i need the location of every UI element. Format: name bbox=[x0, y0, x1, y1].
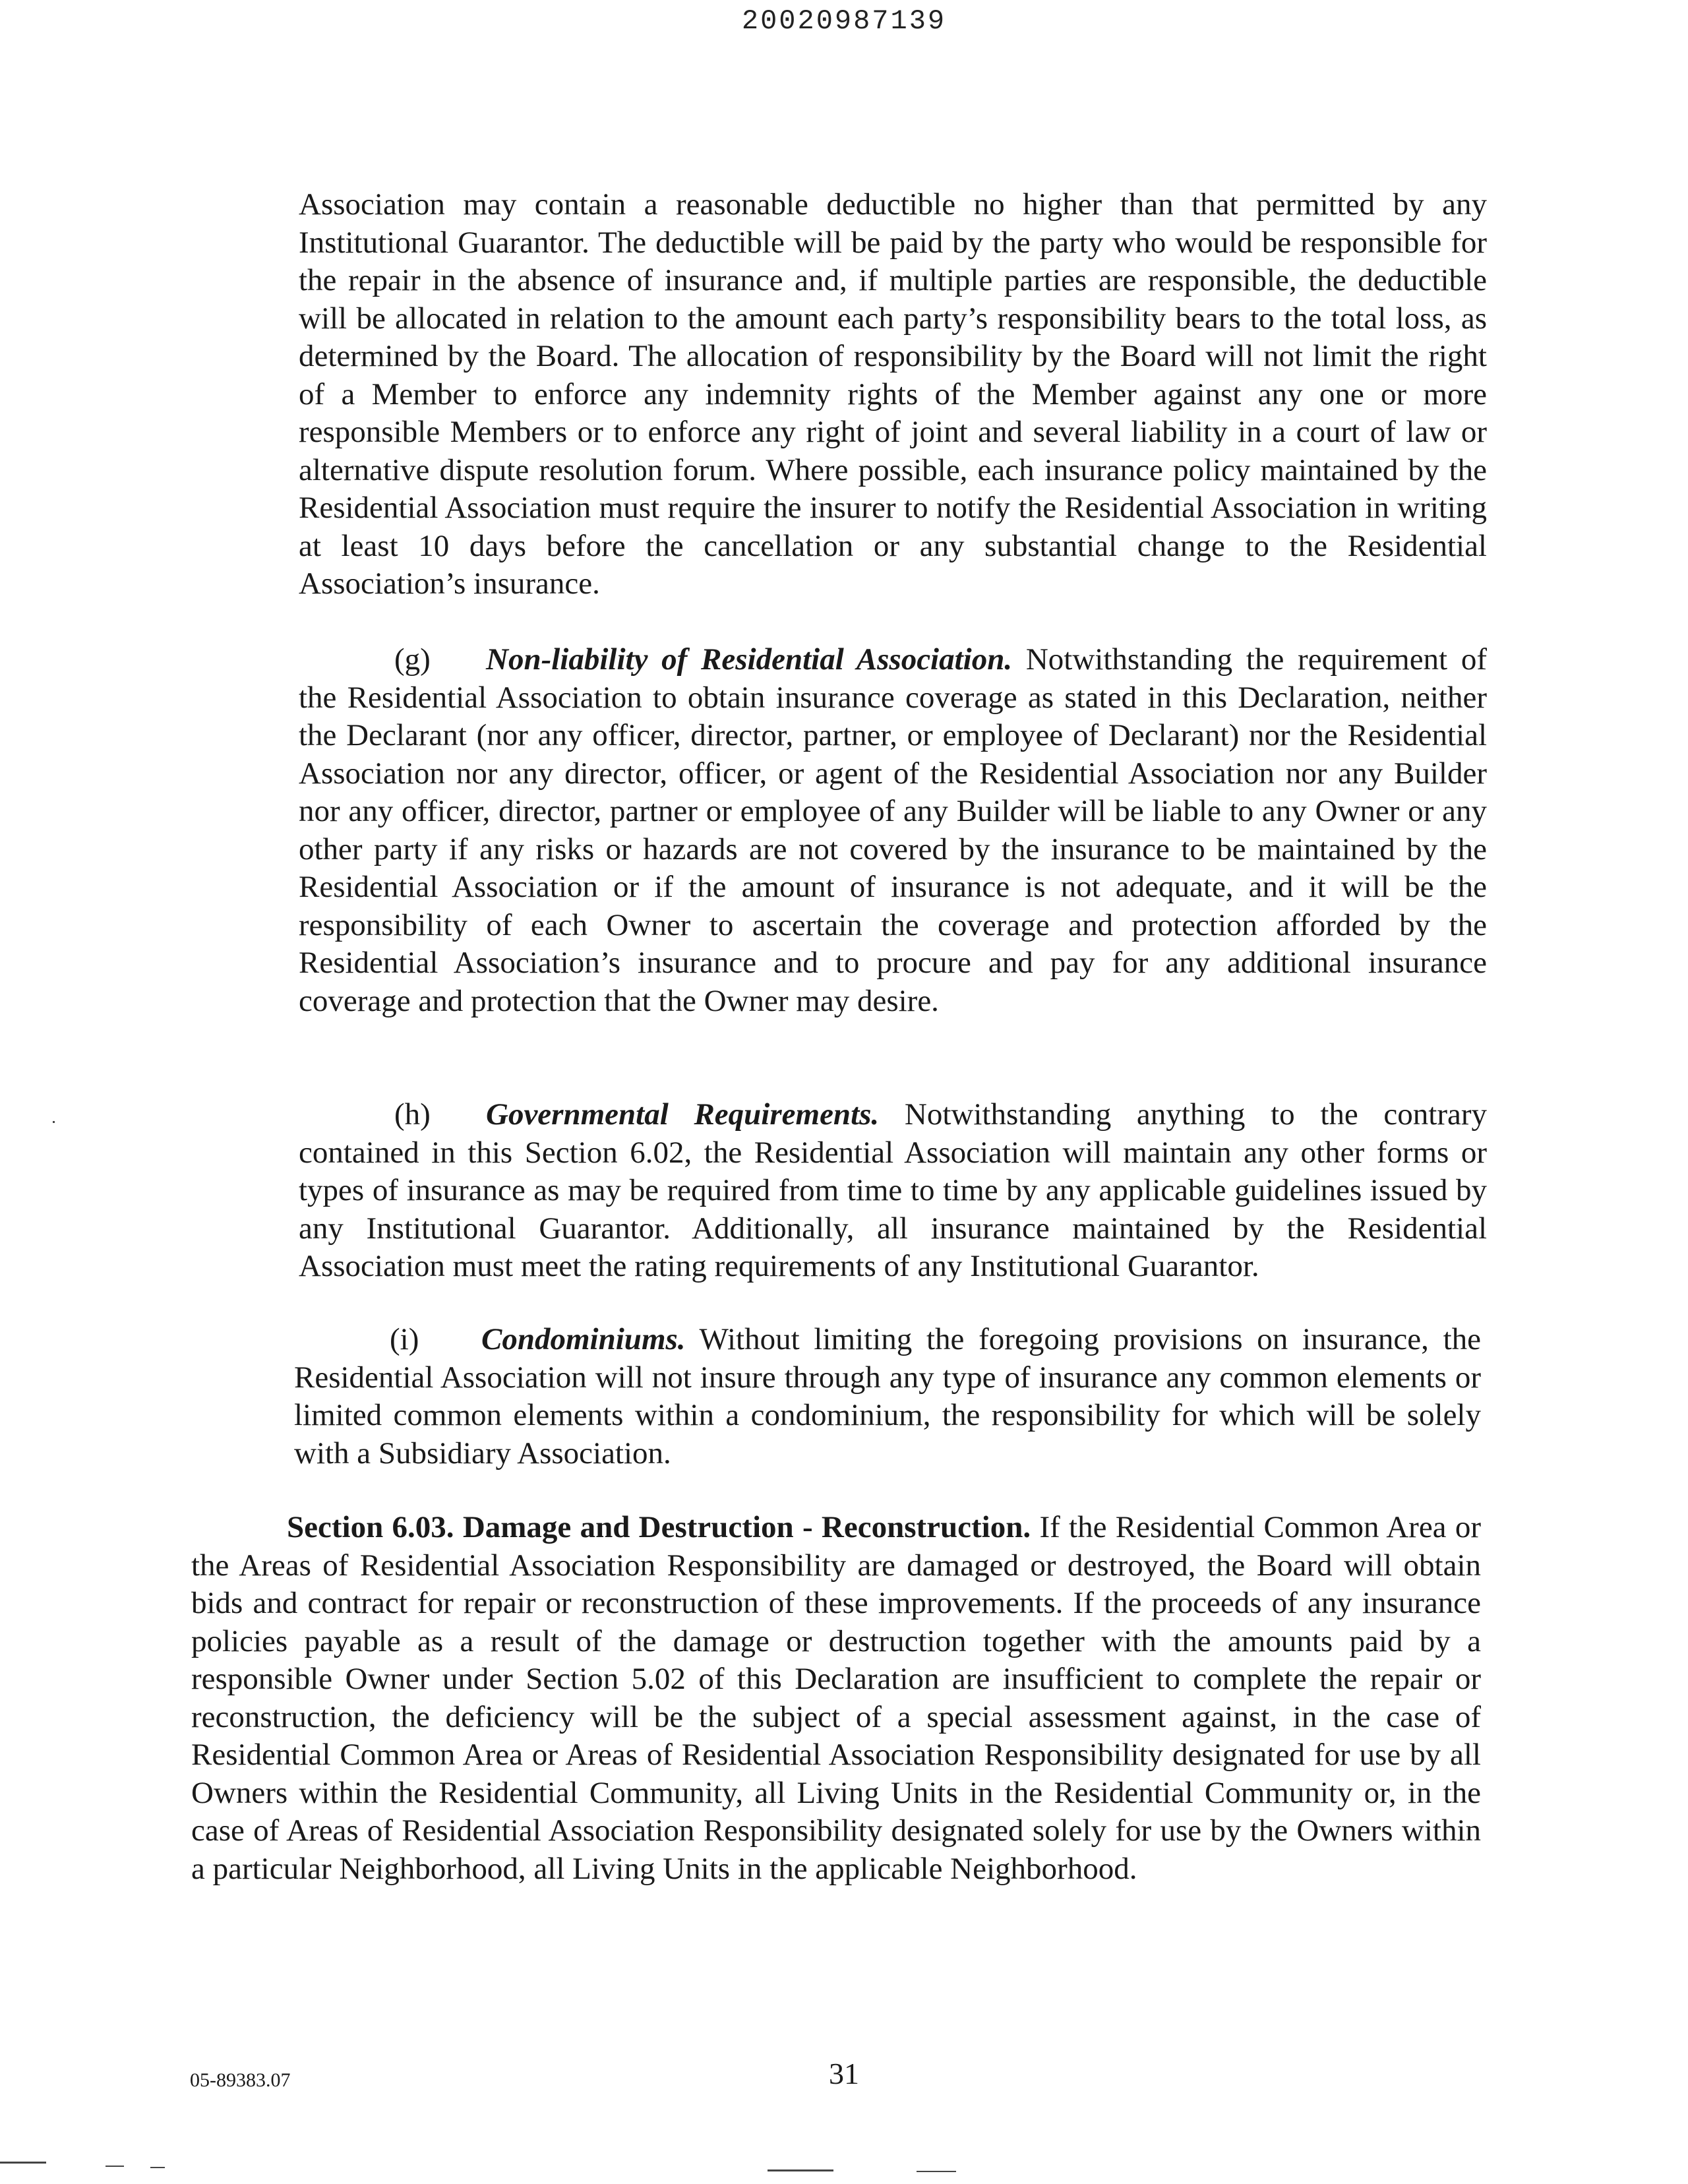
section-6-03-paragraph bbox=[191, 1509, 1481, 1888]
subsection-heading-g: Non-liability of Residential Association. bbox=[486, 642, 1013, 677]
subsection-marker-h: (h) bbox=[394, 1097, 431, 1132]
scan-artifact bbox=[0, 2162, 46, 2164]
subsection-marker-g: (g) bbox=[394, 642, 431, 677]
page-number: 31 bbox=[829, 2057, 859, 2090]
scan-artifact bbox=[150, 2167, 165, 2168]
scan-artifact bbox=[106, 2166, 124, 2167]
subsection-body-i: Without limiting the foregoing provisions on insurance, the Residential Association will not insure through any type of insurance any common elements or limited common elements within a condominium, the responsibility for which will be solely with a Subsidiary Association. bbox=[294, 1322, 1482, 1471]
scan-artifact bbox=[768, 2169, 833, 2171]
section-6-03-heading: Section 6.03. Damage and Destruction - Reconstruction. bbox=[287, 1510, 1031, 1544]
subsection-marker-i: (i) bbox=[390, 1322, 419, 1356]
subsection-body-g: Notwithstanding the requirement of the Residential Association to obtain insurance coverage as stated in this Declaration, neither the Declarant (nor any officer, director, partner, or employee of Declarant) nor the Residential Association nor any director, officer, or agent of the Residential Association nor any Builder nor any officer, director, partner or employee of any Builder will be liable to any Owner or any other party if any risks or hazards are not covered by the insurance to be maintained by the Residential Association or if the amount of insurance is not adequate, and it will be the responsibility of each Owner to ascertain the coverage and protection afforded by the Residential Association’s insurance and to procure and pay for any additional insurance coverage and protection that the Owner may desire. bbox=[299, 642, 1487, 1018]
paragraph-g bbox=[299, 641, 1487, 1020]
paragraph-h bbox=[299, 1096, 1487, 1286]
paragraph-deductible: Association may contain a reasonable deductible no higher than that permitted by any Institutional Guarantor. The deductible will be paid by the party who would be responsible for the repair in the absence of insurance and, if multiple parties are responsible, the deductible will be allocated in relation to the amount each party’s responsibility bears to the total loss, as determined by the Board. The allocation of responsibility by the Board will not limit the right of a Member to enforce any indemnity rights of the Member against any one or more responsible Members or to enforce any right of joint and several liability in a court of law or alternative dispute resolution forum. Where possible, each insurance policy maintained by the Residential Association must require the insurer to notify the Residential Association in writing at least 10 days before the cancellation or any substantial change to the Residential Association’s insurance. bbox=[299, 187, 1487, 601]
subsection-heading-i: Condominiums. bbox=[481, 1322, 686, 1356]
subsection-body-h: Notwithstanding anything to the contrary contained in this Section 6.02, the Residential Association will maintain any other forms or types of insurance as may be required from time to time by any applicable guidelines issued by any Institutional Guarantor. Additionally, all insurance maintained by the Residential Association must meet the rating requirements of any Institutional Guarantor. bbox=[299, 1097, 1488, 1283]
document-number: 20020987139 bbox=[741, 5, 947, 37]
scan-artifact bbox=[917, 2171, 956, 2172]
subsection-heading-h: Governmental Requirements. bbox=[486, 1097, 880, 1132]
footer-document-code: 05-89383.07 bbox=[190, 2069, 291, 2091]
scan-artifact bbox=[53, 1121, 55, 1123]
section-6-03-body: If the Residential Common Area or the Areas of Residential Association Responsibility are damaged or destroyed, the Board will obtain bids and contract for repair or reconstruction of these improvements. If the proceeds of any insurance policies payable as a result of the damage or destruction together with the amounts paid by a responsible Owner under Section 5.02 of this Declaration are insufficient to complete the repair or reconstruction, the deficiency will be the subject of a special assessment against, in the case of Residential Common Area or Areas of Residential Association Responsibility designated for use by all Owners within the Residential Community, all Living Units in the Residential Community or, in the case of Areas of Residential Association Responsibility designated solely for use by the Owners within a particular Neighborhood, all Living Units in the applicable Neighborhood. bbox=[191, 1510, 1482, 1886]
paragraph-i bbox=[294, 1321, 1481, 1472]
